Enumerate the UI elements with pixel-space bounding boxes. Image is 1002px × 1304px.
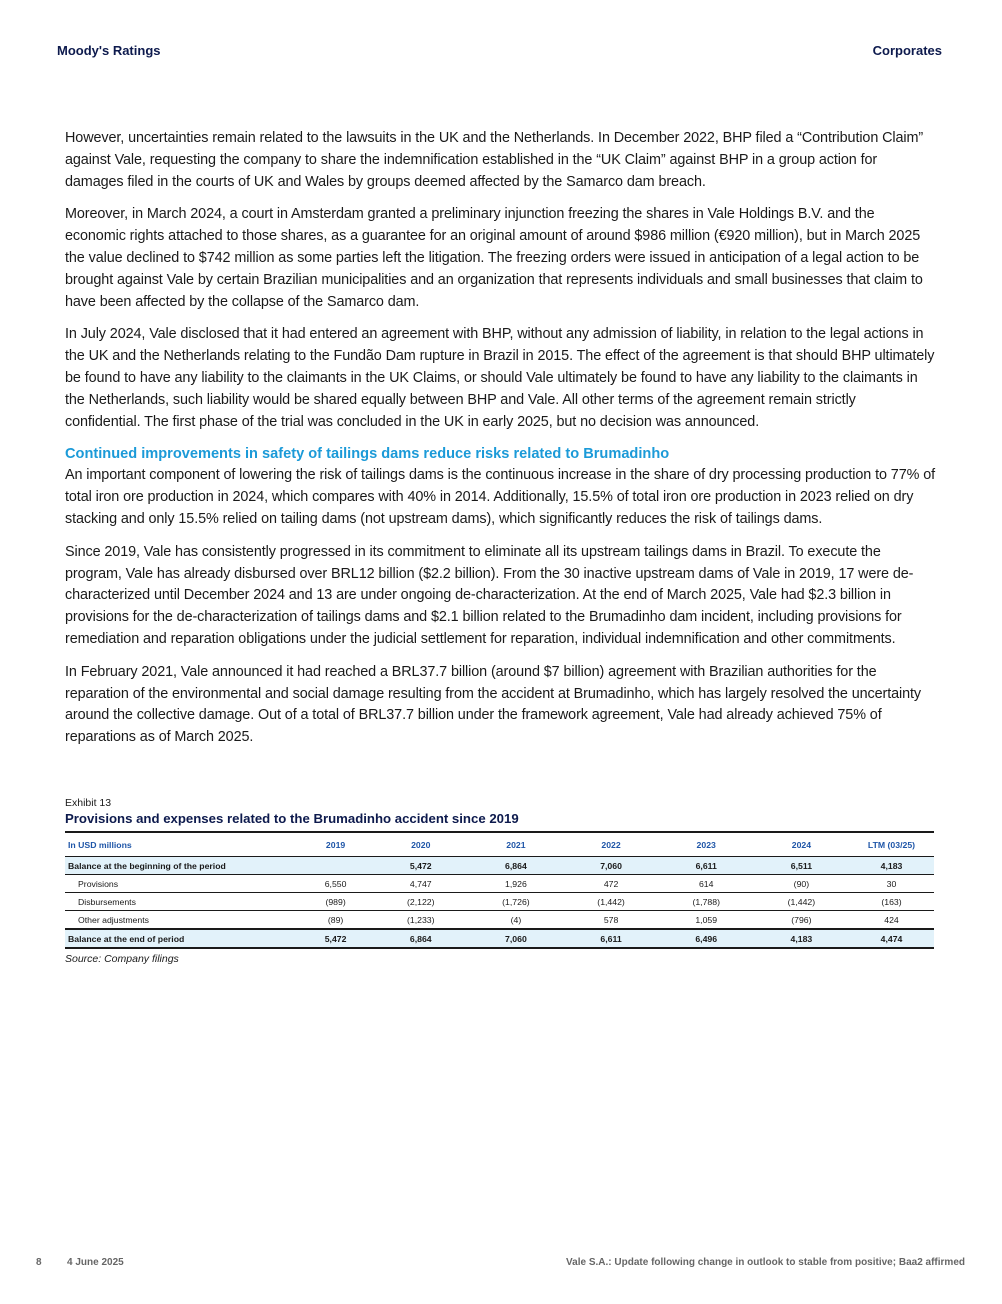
- table-cell: 6,864: [373, 929, 468, 948]
- table-header-row: [65, 832, 934, 857]
- table-cell: 424: [849, 911, 934, 930]
- table-cell: 614: [659, 875, 754, 893]
- table-cell: 6,496: [659, 929, 754, 948]
- table-cell: (89): [298, 911, 373, 930]
- table-cell: 4,474: [849, 929, 934, 948]
- table-cell: (796): [754, 911, 849, 930]
- table-cell: (1,233): [373, 911, 468, 930]
- paragraph: An important component of lowering the risk of tailings dams is the continuous increase in the share of dry processing production to 77% of total iron ore production in 2024, which compares with 40% in 2014. Additionally, 15.5% of total iron ore production in 2023 relied on dry stacking and only 15.5% relied on tailing dams (not upstream dams), which significantly reduces the risk of tailings dams.: [65, 467, 936, 527]
- column-header: In USD millions: [65, 832, 298, 857]
- publication-date: 4 June 2025: [67, 1257, 124, 1268]
- row-label: Other adjustments: [65, 911, 298, 930]
- table-cell: 4,747: [373, 875, 468, 893]
- provisions-table: [65, 831, 934, 949]
- section-label: Corporates: [872, 43, 942, 58]
- brand-name: Moody's Ratings: [57, 43, 161, 58]
- table-cell: 6,550: [298, 875, 373, 893]
- table-cell: 7,060: [563, 857, 658, 875]
- main-content: [65, 128, 935, 760]
- table-row: [65, 929, 934, 948]
- table-cell: 1,926: [468, 875, 563, 893]
- column-header: 2020: [373, 832, 468, 857]
- column-header: LTM (03/25): [849, 832, 934, 857]
- table-row: [65, 875, 934, 893]
- column-header: 2023: [659, 832, 754, 857]
- table-cell: (1,726): [468, 893, 563, 911]
- report-title: Vale S.A.: Update following change in outlook to stable from positive; Baa2 affirmed: [566, 1257, 965, 1268]
- paragraph: Moreover, in March 2024, a court in Amsterdam granted a preliminary injunction freezing the shares in Vale Holdings B.V. and the economic rights attached to those shares, as a guarantee for an original amount of around $986 million (€920 million), but in March 2025 the value declined to $742 million as some parties left the litigation. The freezing orders were issued in anticipation of a legal action to be brought against Vale by certain Brazilian municipalities and an organization that represents individuals and small businesses that claim to have been affected by the collapse of the Samarco dam.: [65, 206, 923, 310]
- page-number: 8: [36, 1257, 42, 1268]
- table-cell: (989): [298, 893, 373, 911]
- table-cell: 4,183: [849, 857, 934, 875]
- table-cell: 7,060: [468, 929, 563, 948]
- table-cell: (163): [849, 893, 934, 911]
- column-header: 2024: [754, 832, 849, 857]
- table-cell: 6,611: [659, 857, 754, 875]
- table-cell: 1,059: [659, 911, 754, 930]
- paragraph: In July 2024, Vale disclosed that it had entered an agreement with BHP, without any admission of liability, in relation to the legal actions in the UK and the Netherlands relating to the Fundão Dam rupture in Brazil in 2015. The effect of the agreement is that should BHP ultimately be found to have any liability to the claimants in the UK Claims, or should Vale ultimately be found to have any liability to the claimants in the Netherlands, such liability would be shared equally between BHP and Vale. All other terms of the agreement remain strictly confidential. The first phase of the trial was concluded in the UK in early 2025, but no decision was announced.: [65, 326, 935, 430]
- paragraph: However, uncertainties remain related to the lawsuits in the UK and the Netherlands. In December 2022, BHP filed a “Contribution Claim” against Vale, requesting the company to share the indemnification established in the “UK Claim” against BHP in a group action for damages filed in the courts of UK and Wales by groups deemed affected by the Samarco dam breach.: [65, 130, 924, 190]
- section-heading: Continued improvements in safety of tailings dams reduce risks related to Brumadinho: [65, 446, 670, 463]
- row-label: Provisions: [65, 875, 298, 893]
- table-row: [65, 893, 934, 911]
- table-cell: 5,472: [373, 857, 468, 875]
- table-cell: 5,472: [298, 929, 373, 948]
- column-header: 2021: [468, 832, 563, 857]
- table-cell: 472: [563, 875, 658, 893]
- table-cell: (1,442): [754, 893, 849, 911]
- table-cell: [298, 857, 373, 875]
- table-row: [65, 857, 934, 875]
- table-cell: (4): [468, 911, 563, 930]
- table-cell: 6,864: [468, 857, 563, 875]
- table-cell: (2,122): [373, 893, 468, 911]
- column-header: 2022: [563, 832, 658, 857]
- table-cell: 6,511: [754, 857, 849, 875]
- exhibit-label: Exhibit 13: [65, 797, 112, 809]
- exhibit-title: Provisions and expenses related to the Brumadinho accident since 2019: [65, 811, 519, 826]
- column-header: 2019: [298, 832, 373, 857]
- row-label: Balance at the beginning of the period: [65, 857, 298, 875]
- table-cell: (1,788): [659, 893, 754, 911]
- table-cell: 30: [849, 875, 934, 893]
- source-note: Source: Company filings: [65, 953, 179, 965]
- table-cell: (90): [754, 875, 849, 893]
- paragraph: Since 2019, Vale has consistently progressed in its commitment to eliminate all its upstream tailings dams in Brazil. To execute the program, Vale has already disbursed over BRL12 billion ($2.2 billion). From the 30 inactive upstream dams of Vale in 2019, 17 were de-characterized until December 2024 and 13 are under ongoing de-characterization. At the end of March 2025, Vale had $2.3 billion in provisions for the de-characterization of tailings dams and $2.1 billion related to the Brumadinho dam incident, including provisions for remediation and reparation obligations under the judicial settlement for reparation, individual indemnification and other commitments.: [65, 543, 914, 647]
- table-cell: (1,442): [563, 893, 658, 911]
- table-cell: 4,183: [754, 929, 849, 948]
- row-label: Disbursements: [65, 893, 298, 911]
- table-row: [65, 911, 934, 930]
- table-cell: 6,611: [563, 929, 658, 948]
- table-cell: 578: [563, 911, 658, 930]
- row-label: Balance at the end of period: [65, 929, 298, 948]
- paragraph: In February 2021, Vale announced it had reached a BRL37.7 billion (around $7 billion) agreement with Brazilian authorities for the reparation of the environmental and social damage resulting from the accident at Brumadinho, which has largely resolved the uncertainty around the collective damage. Out of a total of BRL37.7 billion under the framework agreement, Vale had already achieved 75% of reparations as of March 2025.: [65, 663, 922, 746]
